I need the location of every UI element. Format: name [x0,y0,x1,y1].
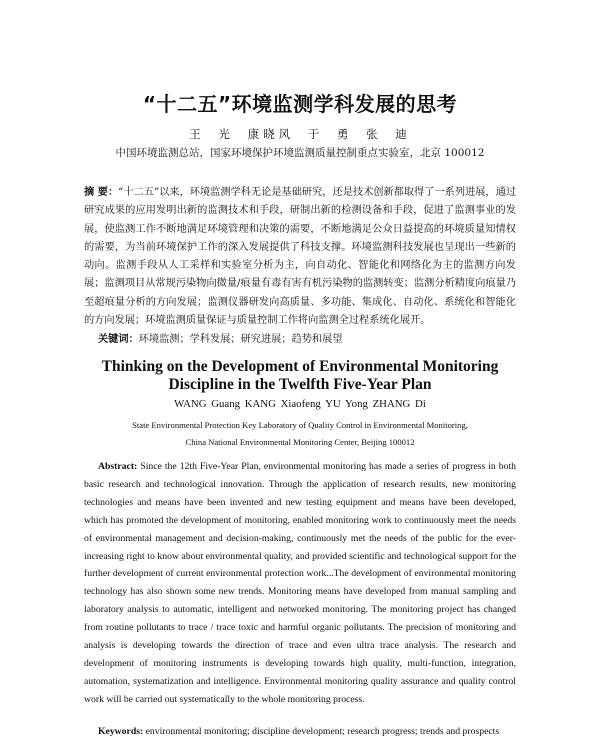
chinese-keywords-label: 关键词： [98,334,139,345]
english-keywords-text: environmental monitoring; discipline development; research progress; trends and prospects [145,726,500,737]
english-abstract-label: Abstract: [98,461,138,472]
chinese-abstract-label: 摘 要： [84,187,119,198]
chinese-abstract-text: “十二五”以来，环境监测学科无论是基础研究，还是技术创新都取得了一系列进展，通过研究成果的应用发明出新的监测技术和手段，研制出新的检测设备和手段，促进了监测事业的发展，使监测工作不断地满足环境管理和决策的需要，不断地满足公众日益提高的环境质量知情权的需要，为当前环境保护工作的深入发展提供了科技支撑。环境监测科技发展也呈现出一些新的动向。监测手段从人工采样和实验室分析为主，向自动化、智能化和网络化为主的监测方向发展；监测项目从常规污染物向微量/痕量有毒有害有机污染物的监测转变；监测分析精度向痕量乃至超痕量分析的方向发展；监测仪器研发向高质量、多功能、集成化、自动化、系统化和智能化的方向发展；环境监测质量保证与质量控制工作将向监测全过程系统化展开。 [84,187,517,327]
english-abstract [84,458,516,709]
chinese-keywords [98,330,518,345]
english-keywords-label: Keywords: [98,726,144,737]
english-abstract-text: Since the 12th Five-Year Plan, environmental monitoring has made a series of progress in both basic research and technological innovation. Through the application of research results, new monitoring technologies and means have been invented and new testing equipment and means have been developed, which has promoted the development of monitoring, enabled monitoring work to continuously meet the needs of environmental management and decision-making, continuously met the needs of the public for the ever-increasing right to know about environmental quality, and provided scientific and technological support for the further development of current environmental protection work...The development of environmental monitoring technology has also shown some new trends. Monitoring means have developed from manual sampling and laboratory analysis to automatic, intelligent and networked monitoring. The monitoring project has changed from routine pollutants to trace / trace toxic and harmful organic pollutants. The precision of monitoring and analysis is developing towards the direction of trace and even ultra trace analysis. The research and development of monitoring instruments is developing towards high quality, multi-function, integration, automation, systematization and intelligence. Environmental monitoring quality assurance and quality control work will be carried out systematically to the whole monitoring process. [84,461,517,705]
english-title [0,358,600,394]
english-affiliation-line-2: China National Environmental Monitoring Center, Beijing 100012 [185,437,415,447]
english-affiliation-line-1: State Environmental Protection Key Laboratory of Quality Control in Environmental Monitoring, [132,420,468,430]
chinese-title: “十二五”环境监测学科发展的思考 [142,92,458,116]
chinese-affiliation: 中国环境监测总站，国家环境保护环境监测质量控制重点实验室，北京 100012 [115,147,485,159]
english-keywords [84,726,530,737]
chinese-keywords-text: 环境监测；学科发展；研究进展；趋势和展望 [138,334,343,345]
chinese-authors: 王 光 康晓风 于 勇 张 迪 [189,127,411,141]
chinese-abstract [84,184,516,330]
english-title-line-2: Discipline in the Twelfth Five-Year Plan [168,376,432,393]
english-authors: WANG Guang KANG Xiaofeng YU Yong ZHANG Di [174,398,426,410]
english-affiliation [0,417,600,451]
english-title-line-1: Thinking on the Development of Environmental Monitoring [101,358,499,375]
